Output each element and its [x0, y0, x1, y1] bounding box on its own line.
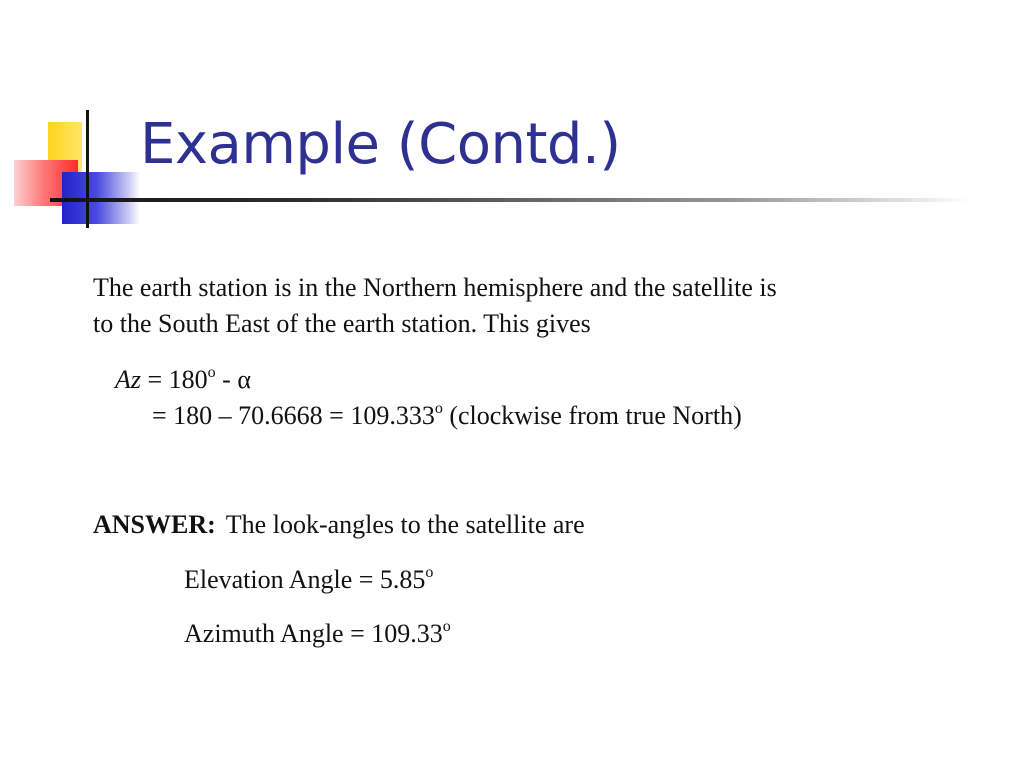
- degree-symbol: o: [207, 364, 216, 381]
- degree-symbol: o: [425, 564, 434, 581]
- azimuth-calculation: [152, 398, 742, 434]
- equation2-rest: (clockwise from true North): [442, 401, 742, 430]
- logo-vertical-line: [86, 110, 89, 228]
- answer-text: The look-angles to the satellite are: [225, 510, 585, 539]
- equation2-value: = 180 – 70.6668 = 109.333: [152, 401, 435, 430]
- azimuth-angle: [184, 616, 451, 652]
- azimuth-variable: Az: [115, 365, 141, 394]
- azimuth-value: Azimuth Angle = 109.33: [184, 619, 443, 648]
- degree-symbol: o: [442, 618, 451, 635]
- equation1-value: = 180: [141, 365, 208, 394]
- azimuth-equation: [115, 362, 251, 398]
- equation1-rest: - α: [215, 365, 251, 394]
- degree-symbol: o: [434, 400, 443, 417]
- slide-title: Example (Contd.): [140, 112, 621, 177]
- paragraph-line-1: The earth station is in the Northern hemisphere and the satellite is: [93, 273, 777, 302]
- answer-line: [93, 507, 585, 543]
- title-underline: [50, 198, 970, 202]
- paragraph-line-2: to the South East of the earth station. This gives: [93, 309, 591, 338]
- elevation-value: Elevation Angle = 5.85: [184, 565, 426, 594]
- elevation-angle: [184, 562, 433, 598]
- answer-label: ANSWER:: [93, 510, 216, 539]
